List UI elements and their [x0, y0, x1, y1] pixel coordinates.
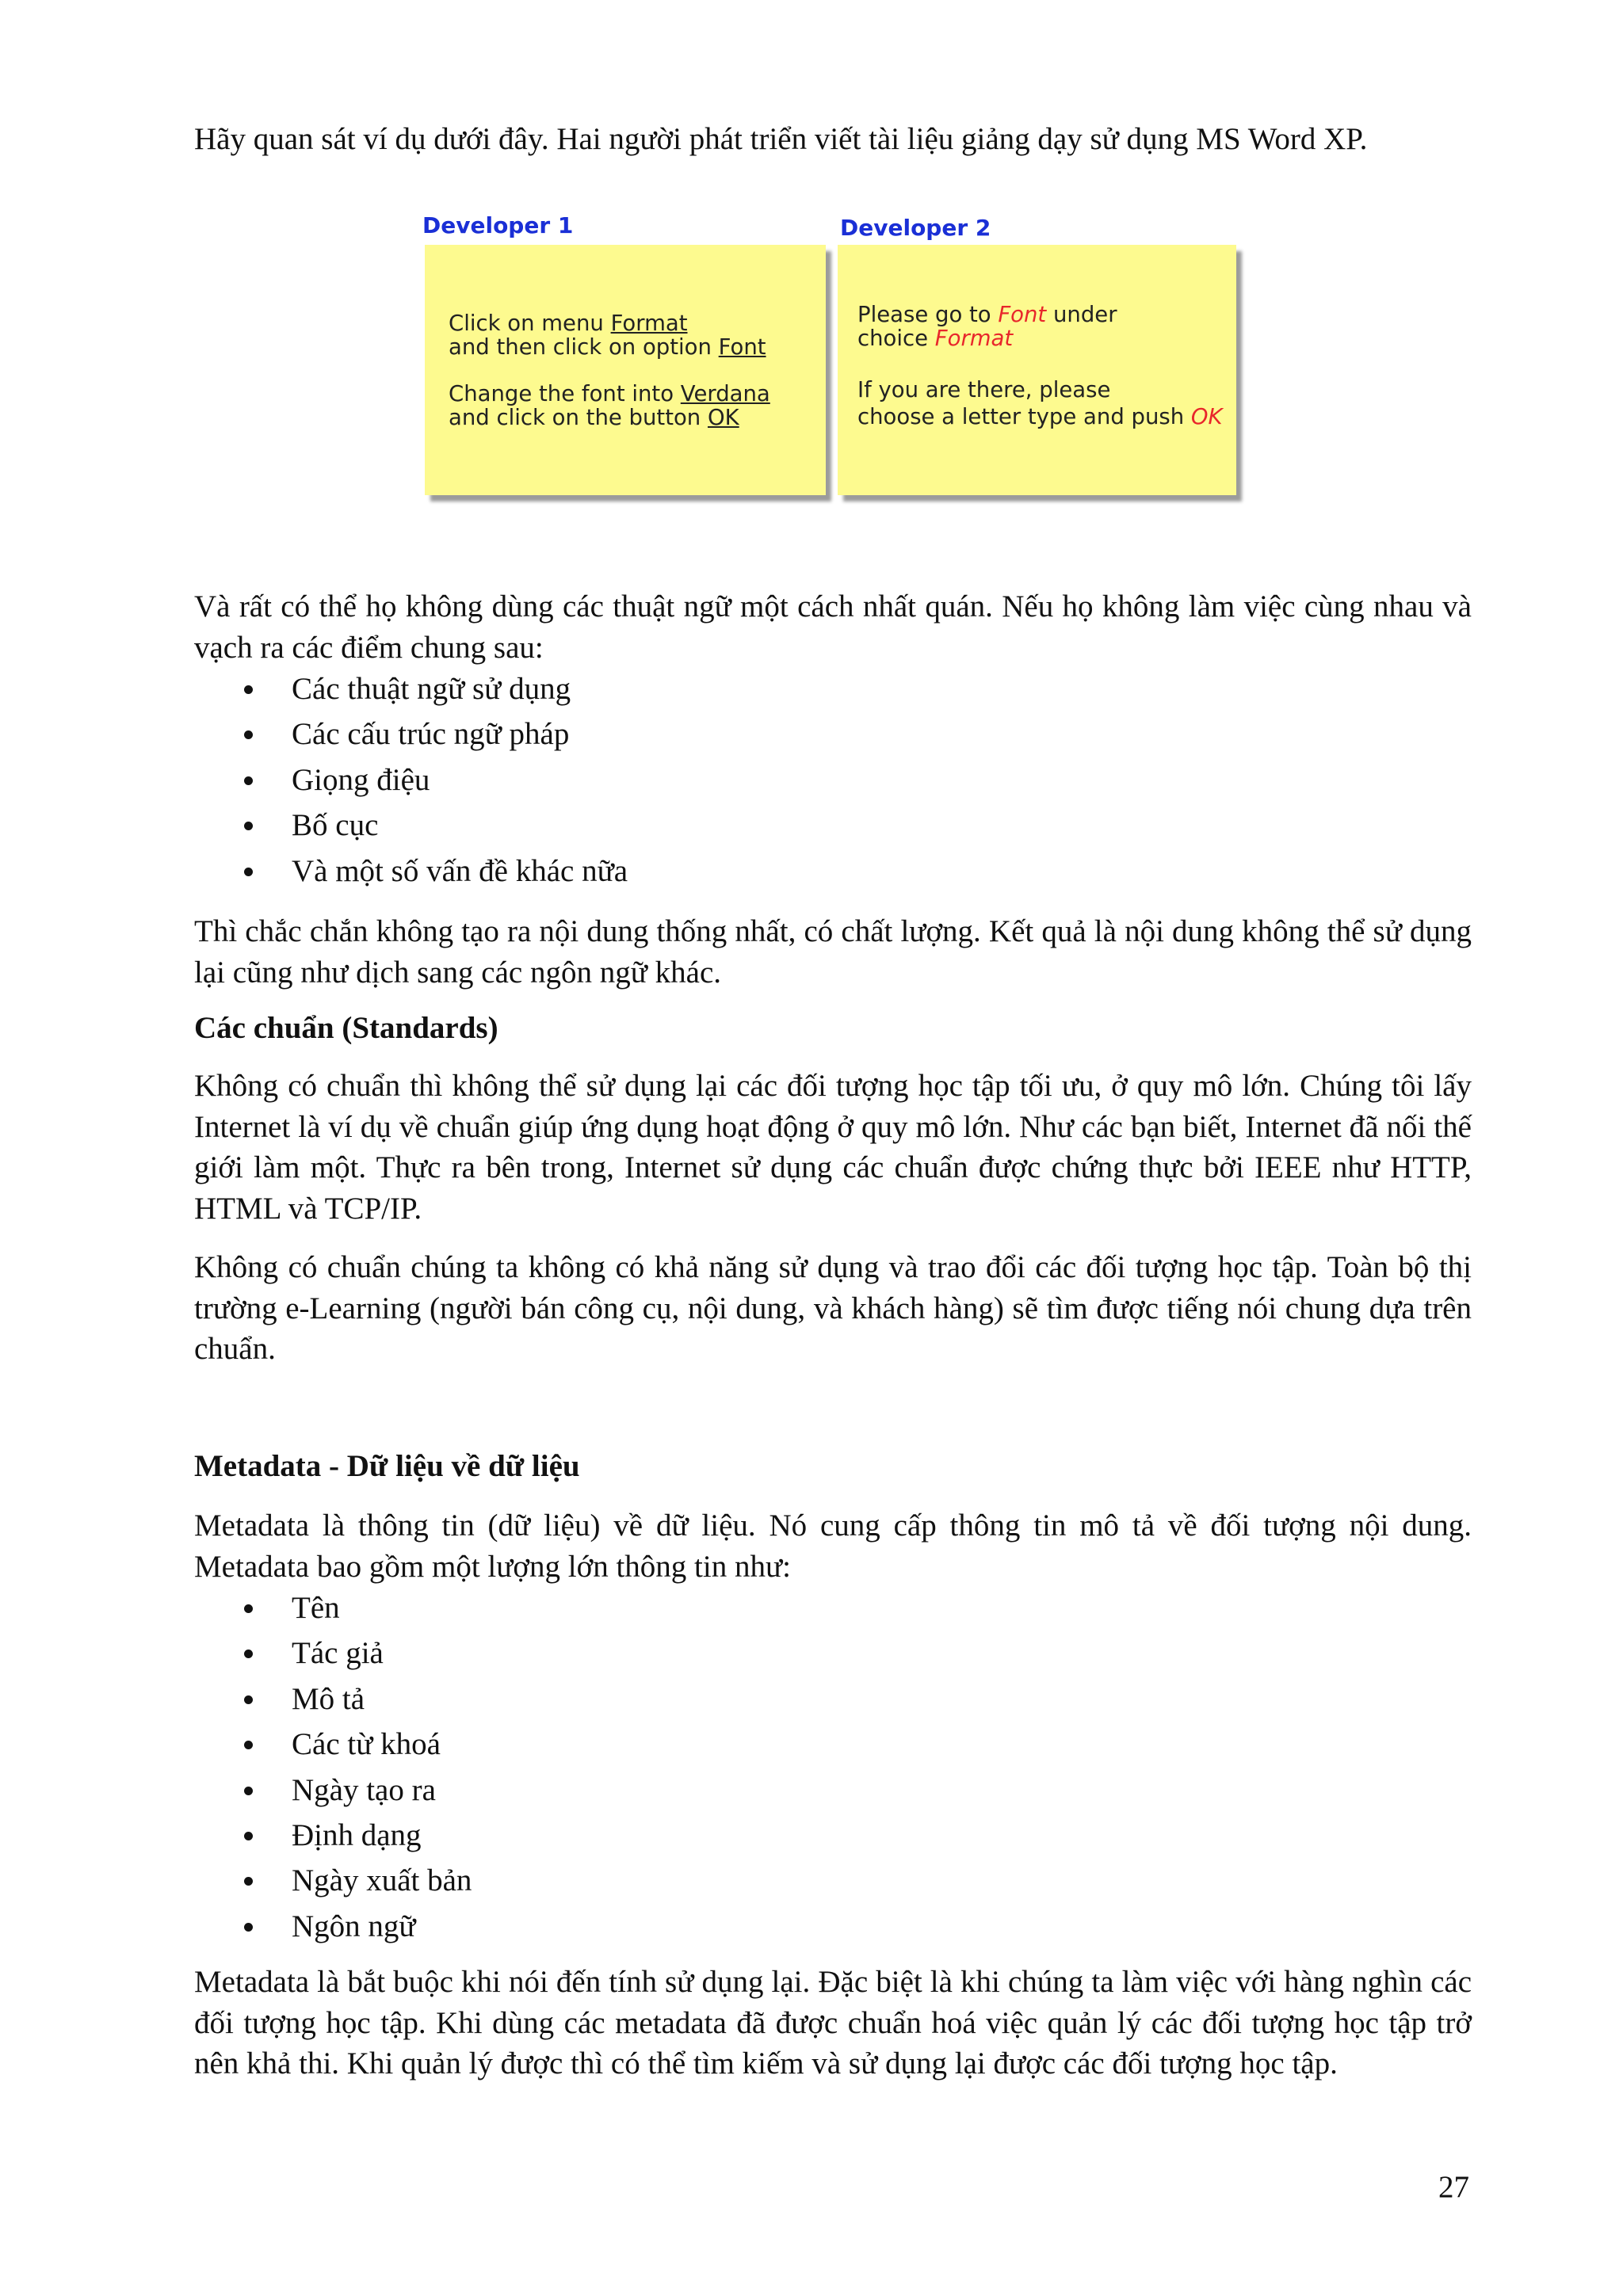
- heading-metadata: Metadata - Dữ liệu về dữ liệu: [194, 1449, 580, 1483]
- note1-line4: and click on the button OK: [449, 405, 739, 430]
- bullet-icon: [244, 1650, 253, 1658]
- list-item: Bố cục: [0, 803, 1623, 848]
- heading-standards: Các chuẩn (Standards): [194, 1011, 498, 1045]
- list-item: Ngôn ngữ: [0, 1904, 1623, 1949]
- bullet-icon: [244, 868, 253, 876]
- note2-line2: choice Format: [857, 326, 1014, 351]
- note2-line4: choose a letter type and push OK: [857, 404, 1223, 429]
- intro-paragraph: Hãy quan sát ví dụ dưới đây. Hai người phát triển viết tài liệu giảng dạy sử dụng MS Word XP.: [194, 122, 1368, 156]
- paragraph-metadata-reuse: Metadata là bắt buộc khi nói đến tính sử dụng lại. Đặc biệt là khi chúng ta làm việc với hàng nghìn các đối tượng học tập. Khi dùng các metadata đã được chuẩn hoá việc quản lý các đối tượng học tập trở nên khả thi. Khi quản lý được thì có thể tìm kiếm và sử dụng lại được các đối tượng học tập.: [194, 1965, 1472, 2081]
- list-item: Và một số vấn đề khác nữa: [0, 849, 1623, 894]
- common-points-list: [0, 666, 1623, 894]
- list-item: Các thuật ngữ sử dụng: [0, 666, 1623, 711]
- developer-1-label: Developer 1: [422, 212, 574, 238]
- bullet-icon: [244, 1877, 253, 1886]
- bullet-icon: [244, 1695, 253, 1704]
- note2-line3: If you are there, please: [857, 377, 1111, 402]
- developer-2-label: Developer 2: [840, 215, 991, 241]
- developer-2-note: [838, 245, 1236, 495]
- bullet-icon: [244, 1923, 253, 1932]
- list-item: Các từ khoá: [0, 1722, 1623, 1767]
- note2-line1: Please go to Font under: [857, 302, 1117, 327]
- paragraph-metadata-intro: Metadata là thông tin (dữ liệu) về dữ liệu. Nó cung cấp thông tin mô tả về đối tượng nội dung. Metadata bao gồm một lượng lớn thông tin như:: [194, 1508, 1472, 1584]
- paragraph-standards: Không có chuẩn thì không thể sử dụng lại các đối tượng học tập tối ưu, ở quy mô lớn. Chúng tôi lấy Internet là ví dụ về chuẩn giúp ứng dụng hoạt động ở quy mô lớn. Như các bạn biết, Internet đã nối thế giới làm một. Thực ra bên trong, Internet sử dụng các chuẩn được chứng thực bởi IEEE như HTTP, HTML và TCP/IP.: [194, 1069, 1472, 1226]
- bullet-icon: [244, 1741, 253, 1749]
- bullet-icon: [244, 1604, 253, 1613]
- bullet-icon: [244, 1787, 253, 1795]
- developer-comparison-figure: [412, 208, 1244, 509]
- note1-line1: Click on menu Format: [449, 311, 688, 336]
- paragraph-exchange: Không có chuẩn chúng ta không có khả năng sử dụng và trao đổi các đối tượng học tập. Toàn bộ thị trường e-Learning (người bán công cụ, nội dung, và khách hàng) sẽ tìm được tiếng nói chung dựa trên chuẩn.: [194, 1250, 1472, 1366]
- list-item: Mô tả: [0, 1676, 1623, 1722]
- note1-line2: and then click on option Font: [449, 334, 766, 360]
- list-item: Tên: [0, 1585, 1623, 1630]
- page-number: 27: [1438, 2170, 1469, 2204]
- paragraph-consistency: Thì chắc chắn không tạo ra nội dung thống nhất, có chất lượng. Kết quả là nội dung không thể sử dụng lại cũng như dịch sang các ngôn ngữ khác.: [194, 914, 1472, 990]
- list-item: Ngày tạo ra: [0, 1768, 1623, 1813]
- developer-1-note: [425, 245, 826, 495]
- list-item: Định dạng: [0, 1813, 1623, 1858]
- metadata-fields-list: [0, 1585, 1623, 1949]
- list-item: Tác giả: [0, 1630, 1623, 1676]
- paragraph-terminology: Và rất có thể họ không dùng các thuật ngữ một cách nhất quán. Nếu họ không làm việc cùng nhau và vạch ra các điểm chung sau:: [194, 589, 1472, 665]
- bullet-icon: [244, 776, 253, 785]
- bullet-icon: [244, 822, 253, 830]
- bullet-icon: [244, 1832, 253, 1840]
- list-item: Các cấu trúc ngữ pháp: [0, 711, 1623, 757]
- bullet-icon: [244, 730, 253, 739]
- list-item: Giọng điệu: [0, 757, 1623, 803]
- list-item: Ngày xuất bản: [0, 1858, 1623, 1903]
- bullet-icon: [244, 685, 253, 694]
- note1-line3: Change the font into Verdana: [449, 381, 770, 406]
